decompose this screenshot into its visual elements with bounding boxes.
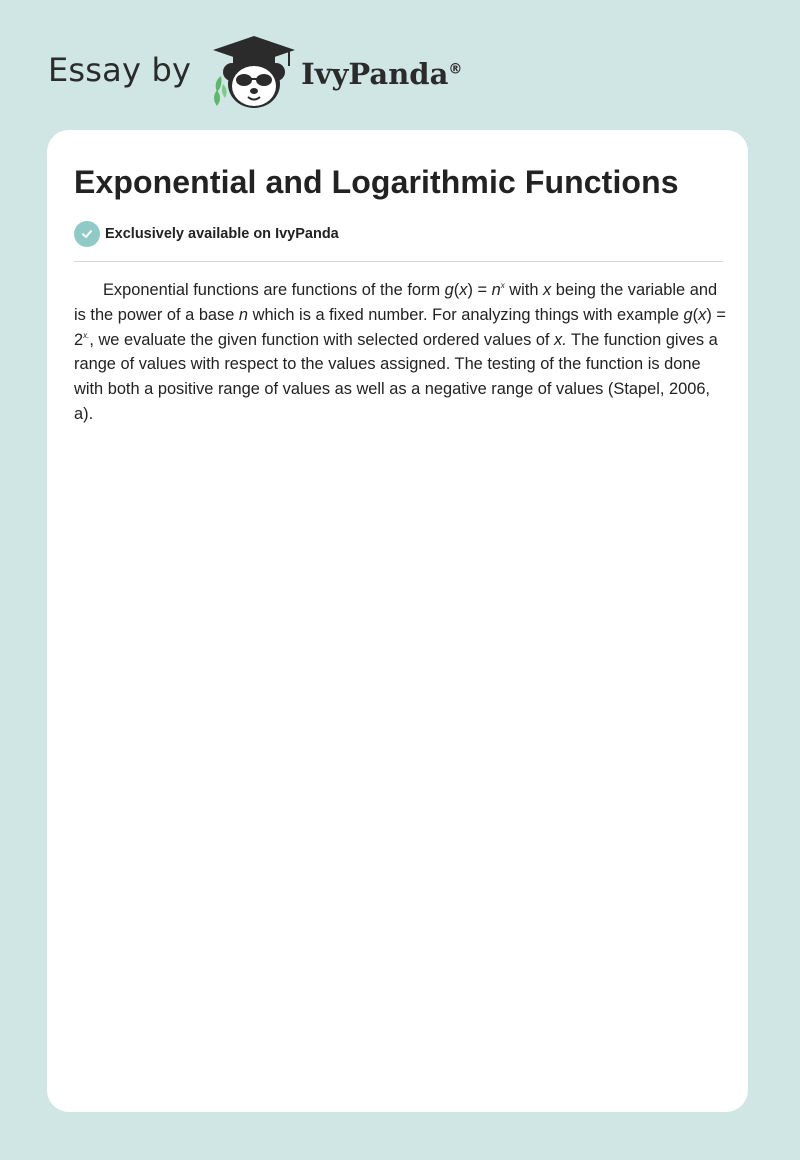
brand-name: IvyPanda®: [301, 57, 463, 91]
essay-card: [47, 130, 748, 1112]
page-title: Exponential and Logarithmic Functions: [74, 164, 679, 200]
exclusive-badge: [74, 221, 339, 247]
check-circle-icon: [74, 221, 100, 247]
panda-graduation-cap-icon: [209, 34, 299, 110]
essay-by-label: Essay by: [48, 51, 192, 89]
registered-mark: ®: [448, 61, 463, 78]
exclusive-label: Exclusively available on IvyPanda: [105, 226, 339, 242]
site-header: [48, 34, 462, 110]
divider: [74, 261, 723, 262]
essay-paragraph: Exponential functions are functions of the form $g(x) = n^x$ with x being the variable and is the power of a base n which is a fixed number. For analyzing things with example $g(x) = 2^{x.}$, we evaluate the given function with selected ordered values of x. The function gives a range of values with respect to the values assigned. The testing of the function is done with both a positive range of values as well as a negative range of values (Stapel, 2006, a).: [74, 281, 726, 423]
ivypanda-logo[interactable]: [209, 34, 462, 110]
